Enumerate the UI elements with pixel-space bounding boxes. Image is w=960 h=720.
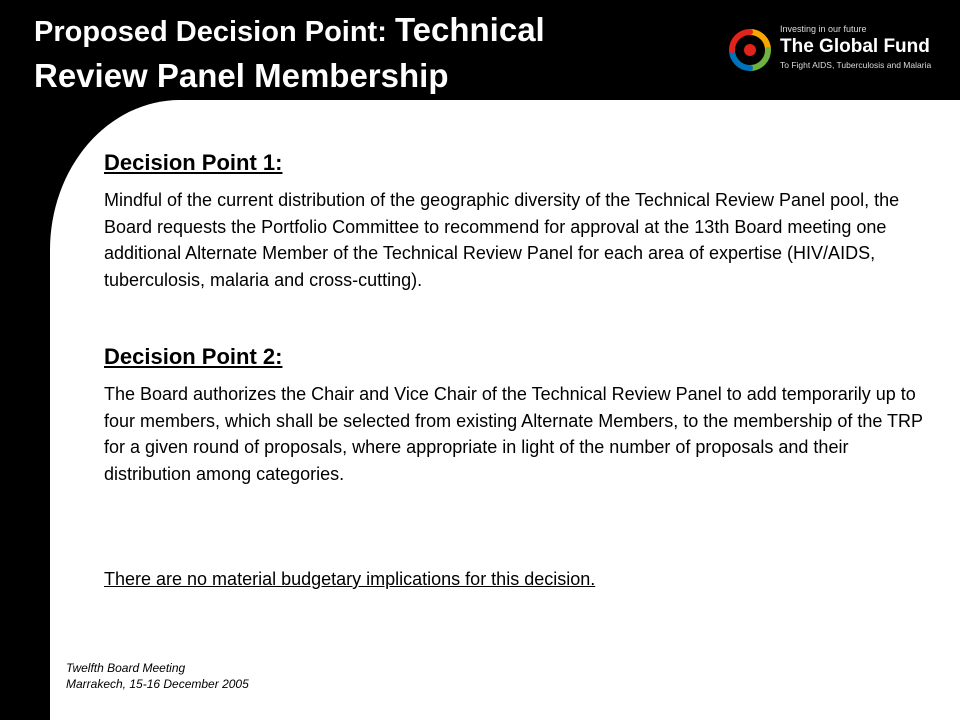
global-fund-logo <box>722 18 942 80</box>
footer <box>66 660 249 692</box>
title-line-2: Review Panel Membership <box>34 57 449 94</box>
title-part-2: Technical <box>394 11 545 48</box>
logo-tagline: Investing in our future <box>780 24 867 34</box>
title-part-1: Proposed Decision Point: <box>34 16 395 48</box>
logo-subtitle: To Fight AIDS, Tuberculosis and Malaria <box>780 60 932 70</box>
decision-point-2-heading: Decision Point 2: <box>104 344 283 369</box>
slide-title <box>34 8 734 98</box>
budget-note: There are no material budgetary implications for this decision. <box>104 569 596 589</box>
decision-point-2-text: The Board authorizes the Chair and Vice Chair of the Technical Review Panel to add temporarily up to four members, which shall be selected from existing Alternate Members, to the membership of the TRP for a given round of proposals, where appropriate in light of the number of proposals and their distribution among categories. <box>104 384 923 484</box>
decision-point-1-text: Mindful of the current distribution of the geographic diversity of the Technical Review Panel pool, the Board requests the Portfolio Committee to recommend for approval at the 13th Board meeting one additional Alternate Member of the Technical Review Panel for each area of expertise (HIV/AIDS, tuberculosis, malaria and cross-cutting). <box>104 190 900 290</box>
logo-name: The Global Fund <box>780 36 930 57</box>
global-fund-logo-icon <box>728 28 772 72</box>
footer-meeting: Twelfth Board Meeting <box>66 661 186 675</box>
footer-location-date: Marrakech, 15-16 December 2005 <box>66 677 249 691</box>
decision-point-1-heading: Decision Point 1: <box>104 150 283 175</box>
